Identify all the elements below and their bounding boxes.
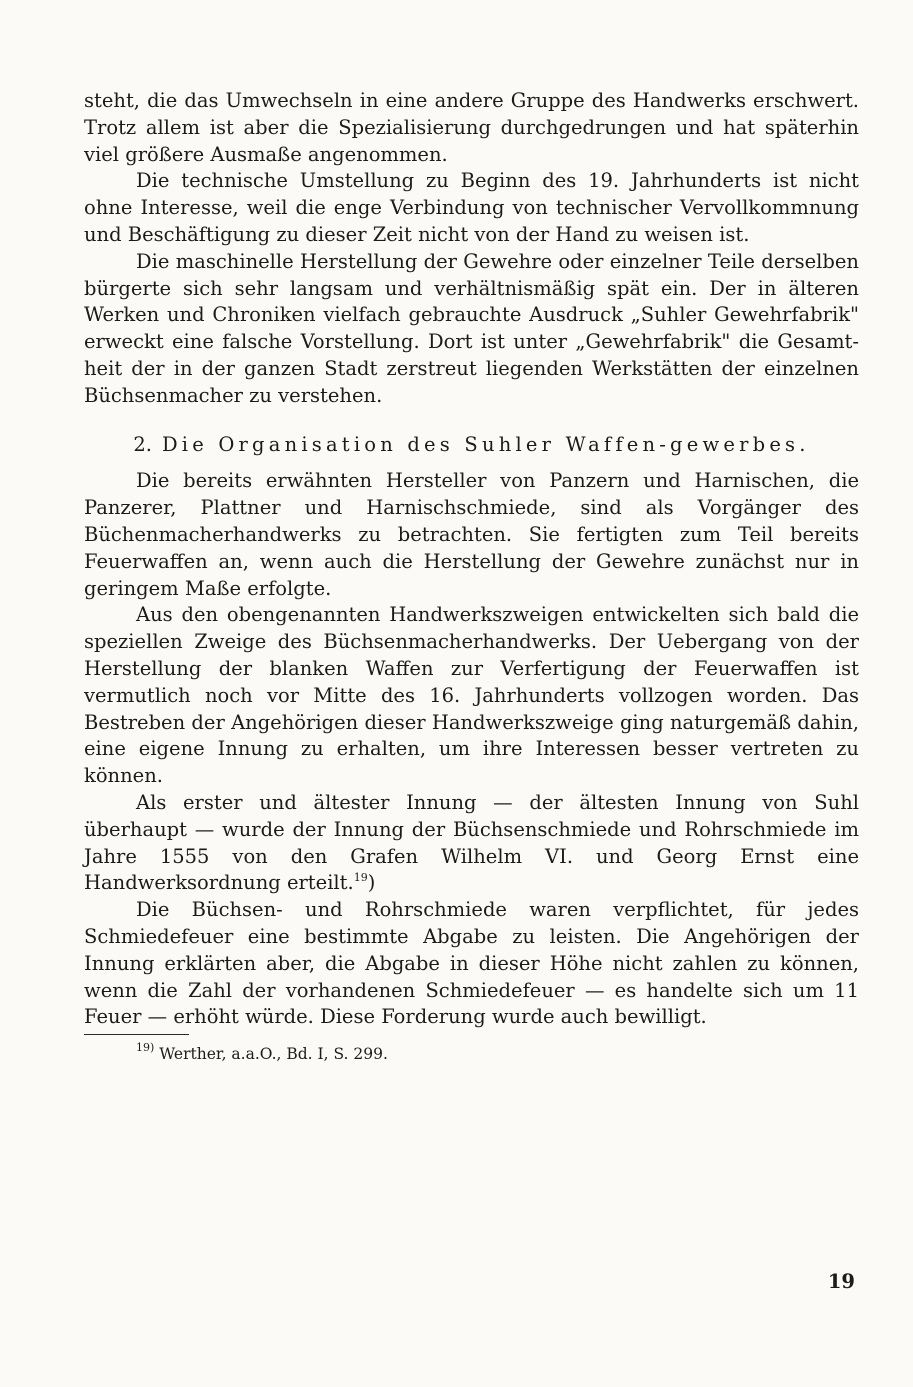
paragraph-6 [84, 790, 859, 897]
footnote-reference: 19 [353, 871, 368, 885]
paragraph-7: Die Büchsen- und Rohrschmiede waren verpflichtet, für jedes Schmiedefeuer eine bestimmte Abgabe zu leisten. Die Angehörigen der Innung erklärten aber, die Abgabe in dieser Höhe nicht zahlen zu können, wenn die Zahl der vorhandenen Schmiedefeuer — es handelte sich um 11 Feuer — erhöht würde. Diese Forderung wurde auch bewilligt. [84, 898, 859, 1029]
section-title: Die Organisation des Suhler Waffen-gewerbes. [161, 432, 810, 456]
paragraph-2: Die technische Umstellung zu Beginn des 19. Jahrhunderts ist nicht ohne Interesse, weil die enge Verbindung von technischer Vervollkommnung und Beschäftigung zu dieser Zeit nicht von der Hand zu weisen ist. [84, 169, 859, 246]
paragraph-5: Aus den obengenannten Handwerkszweigen entwickelten sich bald die speziellen Zweige des Büchsenmacherhandwerks. Der Uebergang von der Herstellung der blanken Waffen zur Verfertigung der Feuerwaffen ist vermutlich noch vor Mitte des 16. Jahrhunderts vollzogen worden. Das Bestreben der Angehörigen dieser Handwerkszweige ging naturgemäß dahin, eine eigene Innung zu erhalten, um ihre Interessen besser vertreten zu können. [84, 603, 859, 788]
footnote [84, 1043, 859, 1065]
page-number: 19 [827, 1270, 855, 1293]
paragraph-3: Die maschinelle Herstellung der Gewehre oder einzelner Teile derselben bürgerte sich sehr langsam und verhältnismäßig spät ein. Der in älteren Werken und Chroniken vielfach gebrauchte Ausdruck „Suhler Gewehrfabrik" erweckt eine falsche Vorstellung. Dort ist unter „Gewehrfabrik" die Gesamtheit der in der ganzen Stadt zerstreut liegenden Werkstätten der einzelnen Büchsenmacher zu verstehen. [84, 249, 859, 407]
page-body [84, 88, 859, 1065]
paragraph-1: steht, die das Umwechseln in eine andere Gruppe des Handwerks erschwert. Trotz allem ist aber die Spezialisierung durchgedrungen und hat späterhin viel größere Ausmaße angenommen. [84, 89, 859, 166]
paragraph-6-text: Als erster und ältester Innung — der ältesten Innung von Suhl überhaupt — wurde der Innung der Büchsenschmiede und Rohrschmiede im Jahre 1555 von den Grafen Wilhelm VI. und Georg Ernst eine Handwerksordnung erteilt. [84, 790, 859, 895]
footnote-marker: 19) [136, 1041, 155, 1055]
paragraph-4: Die bereits erwähnten Hersteller von Panzern und Harnischen, die Panzerer, Plattner und Harnischschmiede, sind als Vorgänger des Büchenmacherhandwerks zu betrachten. Sie fertigten zum Teil bereits Feuerwaffen an, wenn auch die Herstellung der Gewehre zunächst nur in geringem Maße erfolgte. [84, 469, 859, 600]
footnote-divider [84, 1034, 189, 1035]
section-number: 2. [133, 432, 152, 456]
footnote-reference-close: ) [367, 871, 376, 895]
footnote-text: Werther, a.a.O., Bd. I, S. 299. [159, 1045, 388, 1064]
section-heading [84, 432, 859, 459]
